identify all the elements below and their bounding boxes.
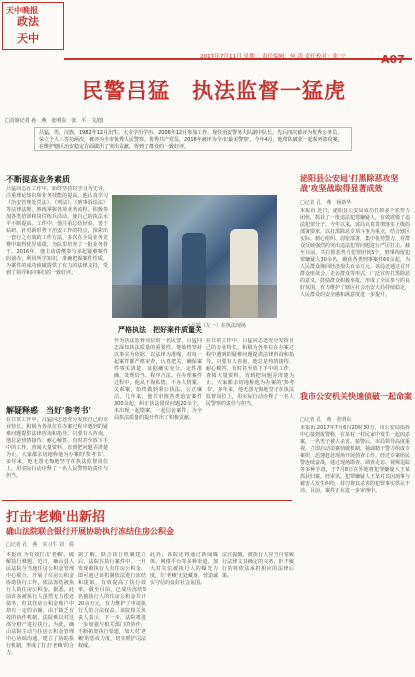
section1-title: 不断提高业务素质 bbox=[6, 175, 70, 184]
photo-caption: △吕猛（左一）在执法现场 bbox=[187, 323, 246, 329]
news-photo bbox=[112, 195, 277, 318]
section1-text: 吕猛同志在工作中，始终坚持以学习为先导，注重理论知识和业务技能的提高。他认真学习《治安管理处罚法》、《刑法》、《刑事诉讼法》等法律法规，熟练掌握各项业务流程，积极参加各类培训和岗位练兵活动，使自己的执法水平不断提高。工作中，他注重总结经验，善于钻研，针对新形势下治安工作的特点，探索出一套行之有效的工作方法，多次在全局业务竞赛中取得优异成绩，为队里培养了一批业务骨干。2016年，他主动请缨参与多起疑难案件的侦办，利用所学知识，准确把握案件性质，为案件的成功侦破提供了有力的法律支持，受到了领导和同事们的一致好评。 bbox=[6, 186, 108, 276]
photo-ground bbox=[112, 285, 277, 318]
bottom-rule bbox=[2, 500, 292, 501]
page-number: A07 bbox=[381, 53, 405, 66]
right-article1-reporter: □记者 孔 燕 杨新华 bbox=[300, 200, 352, 206]
bottom-subhead: 确山法院联合银行开展协助执行冻结住房公积金 bbox=[6, 527, 174, 536]
masthead-logo bbox=[2, 2, 64, 50]
main-credits: □首席记者 孙 燕 张明东 张 平 文/图 bbox=[5, 118, 104, 124]
bottom-col2: 据了解，联合执行机制建立后，法院在执行案件中，一旦发现被执行人有住房公积金，即可通过该机制依法进行冻结和提取，有效提高了执行效率。截至目前，已成功冻结5名被执行人的住房公积金共计20余万元，有力维护了申请执行人的合法权益。该院相关负责人表示，下一步，法院将进一步加强与相关部门的协作，不断拓宽执行渠道，加大对'老赖'的惩戒力度，切实维护司法权威。 bbox=[78, 552, 146, 649]
right-article1-title: 泌阳县公安局'打黑除恶攻坚战'攻坚战取得显著成效 bbox=[300, 174, 399, 193]
header-rule bbox=[64, 58, 412, 60]
header-meta: 2017年7月11日 星期二 责任编辑：何 涛 责任校对：张 宁 bbox=[200, 54, 346, 60]
section2-title: 严格执法 把好案件质量关 bbox=[118, 326, 202, 334]
right-article2-reporter: □记者 孔 燕 张明东 bbox=[300, 417, 352, 423]
section2-text-a: 作为执法监督岗位的一名民警，吕猛同志深知执法质量的重要性。他始终坚持以事实为依据、以法律为准绳，对每一起案件都严格审查，认真把关，确保案件事实清楚、证据确实充分、定性准确、处理恰当、程序合法。在办理案件过程中，他从不徇私情，不办人情案、关系案，始终做到秉公执法、公正廉洁。几年来，他共审核各类治安案件300余起，纠正执法错误问题20余个，未出现一起错案、一起信访案件，为全局执法质量的提升作出了积极贡献。 bbox=[114, 338, 202, 421]
section-name-line2: 天中 bbox=[17, 32, 39, 45]
bottom-col1: 本报讯 为有效打击'老赖'，破解执行难题，近日，确山县人民法院与当地住房公积金管理中心联合，开展了住房公积金协助执行工作，依法冻结被执行人的住房公积金。据悉，此前许多被执行人虽然无力偿还债务，但其住房公积金账户中却有一定的余额，由于缺乏有效的协作机制，法院难以对这部分财产进行执行。为此，确山法院主动与住房公积金管理中心协调沟通，建立了协助执行机制，形成了打击'老赖'的合力。 bbox=[6, 552, 74, 656]
right-article2-text: 本报讯 2017年7月6日20时30分，市公安局指挥中心接到报警称，在某村一村民家中发生一起凶杀案，一名男子被人杀害。接警后，市局领导高度重视，立即启动命案侦破机制，抽调精干警力组成专案组，迅速赶赴现场开展侦查工作。经过专案组民警连续奋战，通过现场勘查、调查走访、视频追踪等多种手段，于7月8日在外地将犯罪嫌疑人王某抓获归案。经审讯，犯罪嫌疑人王某对其因琐事与被害人发生纠纷，持刀将其杀害的犯罪事实供认不讳。目前，案件正在进一步审理中。 bbox=[300, 425, 410, 494]
bottom-headline: 打击'老赖'出新招 bbox=[6, 510, 105, 525]
bottom-reporter: □记者 孔 燕 实习生 刘 倩 bbox=[6, 542, 74, 548]
profile-box: 吕猛，男，汉族，1982年12月出生，大专学历学历，2006年12月参加工作，现任治安警务大队副中队长，先后四次被评为优秀公务员，荣立个人三等功两次，被评为全市优秀人民警察、优秀共产党员，2016年被评为全市'最美警察'。今年4月，他带队破获一起系列盗窃案，在维护辖区治安稳定方面做出了突出贡献，得到了群众的一致好评。 bbox=[34, 127, 352, 151]
right-article2-title: 我市公安机关快速侦破一起命案 bbox=[300, 392, 412, 401]
masthead-brand: 天中晚报 bbox=[6, 6, 38, 15]
section3-text: 在日常工作中，吕猛同志还充分发挥自己的专业特长，积极为各单位在办案过程中遇到的疑难问题提供法律咨询和指导。只要有人咨询，他总是热情接待、耐心解答，有时甚至放下手中的工作，查阅大量资料，直到把问题弄清楚为止。大家都亲切地称他为办案的'参考书'。多年来，他无怨无悔地坚守在执法监督岗位上，用实际行动诠释了一名人民警察的责任与担当。 bbox=[6, 417, 108, 479]
bottom-col4: 法官提醒，被执行人应当自觉履行法律文书确定的义务，拒不履行的将依法承担相应的法律后果。 bbox=[222, 552, 294, 579]
bottom-col3: 此外，该院还将通过新闻媒体、网络平台等多种渠道，加大对失信被执行人的曝光力度，让'老赖'无处藏身，营造诚实守信的良好社会氛围。 bbox=[150, 552, 218, 586]
right-article1-text: 本报讯 近日，泌阳县公安局成功打掉多个恶势力团伙，抓获了一批违法犯罪嫌疑人，有效震慑了违法犯罪分子。今年以来，该局认真贯彻落实上级的部署要求，以打黑除恶专项斗争为重点，结合辖区实际，精心组织、周密部署，集中优势警力，对群众反映强烈的突出违法犯罪问题进行严厉打击。截至目前，共打掉恶势力犯罪团伙5个，刑事拘留犯罪嫌疑人30余名，破获各类刑事案件60余起，为人民群众挽回经济损失百余万元。该局还通过召开群众座谈会、走访群众等形式，广泛宣传打黑除恶的意义，鼓励群众积极举报，形成了全民参与的良好氛围，有力维护了辖区社会治安大局持续稳定，人民群众的安全感和满意度进一步提升。 bbox=[300, 208, 410, 298]
section3-title: 解疑释惑 当好'参考书' bbox=[6, 406, 91, 415]
section-name-line1: 政法 bbox=[17, 15, 39, 28]
main-headline: 民警吕猛 执法监督一猛虎 bbox=[82, 79, 346, 103]
section2-text-b: 在日常工作中，吕猛同志还充分发挥自己的专业特长，积极为各单位在办案过程中遇到的疑难问题提供法律咨询和指导。只要有人咨询，他总是热情接待、耐心解答，有时甚至放下手中的工作，查阅大量资料，直到把问题弄清楚为止。大家都亲切地称他为办案的'参考书'。多年来，他无怨无悔地坚守在执法监督岗位上，用实际行动诠释了一名人民警察的责任与担当。 bbox=[206, 338, 294, 407]
